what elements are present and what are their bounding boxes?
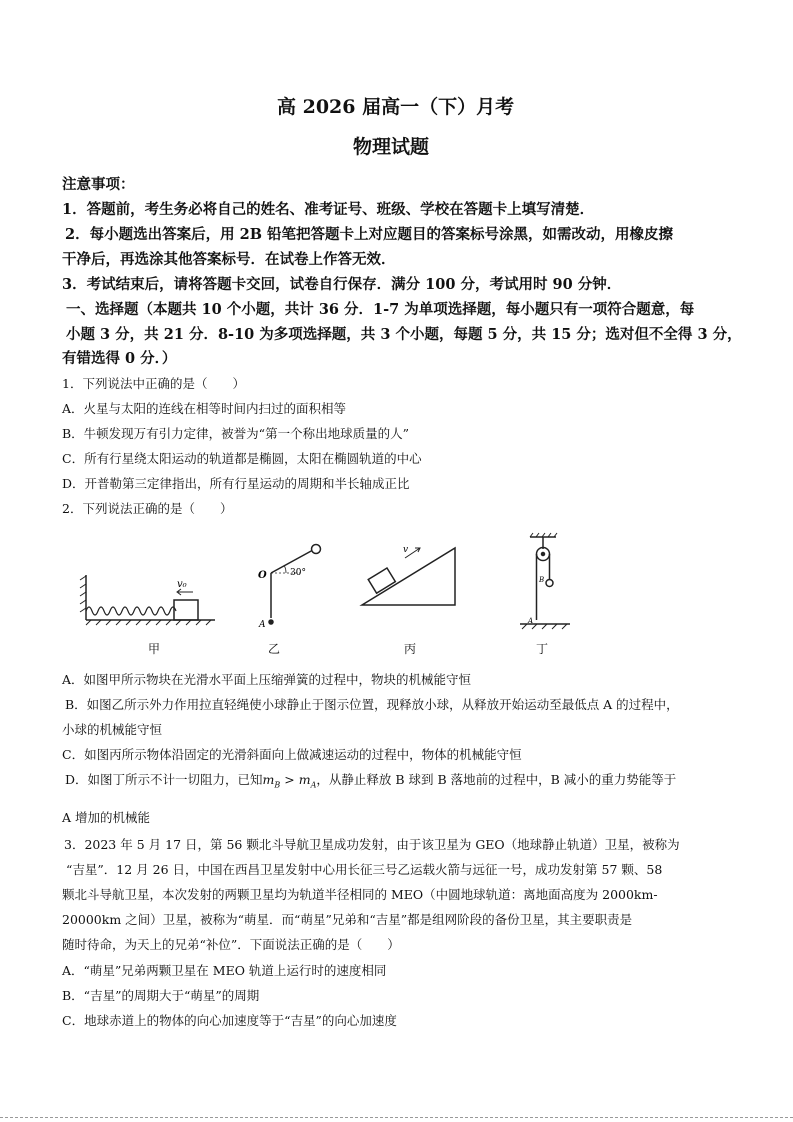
figure-ding: [520, 533, 570, 629]
q2-option-d-line1: [65, 770, 676, 790]
q2-d-mass-a: $m_A$: [298, 772, 317, 790]
figure-bing: [362, 548, 455, 605]
label-v0: v₀: [177, 579, 187, 590]
q1-option-b: B．牛顿发现万有引力定律，被誉为“第一个称出地球质量的人”: [62, 426, 409, 441]
q1-stem: 1．下列说法中正确的是（ ）: [62, 376, 245, 391]
q3-option-a: A．“萌星”兄弟两颗卫星在 MEO 轨道上运行时的速度相同: [62, 963, 387, 978]
notice-heading: 注意事项：: [62, 176, 135, 193]
notice-item-1: 1．答题前，考生务必将自己的姓名、准考证号、班级、学校在答题卡上填写清楚．: [62, 201, 595, 218]
q3-line-4: 20000km 之间）卫星，被称为“萌星．而“萌星”兄弟和“吉星”都是组网阶段的备份卫星，其主要职责是: [62, 912, 633, 927]
notice-item-2a: 2．每小题选出答案后，用 2B 铅笔把答题卡上对应题目的答案标号涂黑，如需改动，用橡皮擦: [65, 226, 674, 243]
q3-line-1: 3．2023 年 5 月 17 日，第 56 颗北斗导航卫星成功发射，由于该卫星为 GEO（地球静止轨道）卫星，被称为: [64, 837, 680, 852]
page-title: 高 2026 届高一（下）月考: [277, 96, 515, 118]
figure-yi: [269, 545, 321, 625]
q3-line-2: “吉星”．12 月 26 日，中国在西昌卫星发射中心用长征三号乙运载火箭与远征一号，成功发射第 57 颗、58: [66, 862, 663, 877]
q3-line-5: 随时待命，为天上的兄弟“补位”．下面说法正确的是（ ）: [62, 937, 400, 952]
q2-d-text-b: ，从静止释放 B 球到 B 落地前的过程中，B 减小的重力势能等于: [316, 772, 677, 787]
caption-yi: 乙: [268, 642, 281, 656]
q3-option-c: C．地球赤道上的物体的向心加速度等于“吉星”的向心加速度: [62, 1013, 397, 1028]
label-a-yi: A: [259, 620, 266, 630]
q1-option-d: D．开普勒第三定律指出，所有行星运动的周期和半长轴成正比: [62, 476, 410, 491]
label-v: v: [403, 545, 409, 555]
q2-option-b-line2: 小球的机械能守恒: [62, 722, 163, 737]
q3-option-b: B．“吉星”的周期大于“萌星”的周期: [62, 988, 260, 1003]
page-subtitle: 物理试题: [353, 136, 430, 158]
page-bottom-rule: [0, 1117, 793, 1118]
q2-d-gt: >: [280, 772, 299, 787]
q3-line-3: 颗北斗导航卫星，本次发射的两颗卫星均为轨道半径相同的 MEO（中圆地球轨道：离地面高度为 2000km-: [62, 887, 658, 902]
caption-bing: 丙: [404, 642, 417, 656]
section1-line-2: 小题 3 分，共 21 分．8-10 为多项选择题，共 3 个小题，每题 5 分，共 15 分；选对但不全得 3 分，: [66, 326, 742, 343]
notice-item-3: 3．考试结束后，请将答题卡交回，试卷自行保存．满分 100 分，考试用时 90 分钟．: [62, 276, 622, 293]
q2-stem: 2．下列说法正确的是（ ）: [62, 501, 233, 516]
label-angle: 30°: [290, 568, 306, 578]
label-o: O: [258, 570, 267, 581]
q2-figures: [0, 530, 793, 660]
q2-d-text-a: D．如图丁所示不计一切阻力，已知: [65, 772, 263, 787]
q2-option-d-line2: A 增加的机械能: [62, 810, 151, 825]
notice-item-2b: 干净后，再选涂其他答案标号．在试卷上作答无效．: [62, 251, 396, 268]
caption-ding: 丁: [536, 642, 549, 656]
figure-jia: [80, 575, 215, 625]
section1-line-3: 有错选得 0 分．）: [62, 350, 177, 367]
q1-option-c: C．所有行星绕太阳运动的轨道都是椭圆，太阳在椭圆轨道的中心: [62, 451, 422, 466]
q1-option-a: A．火星与太阳的连线在相等时间内扫过的面积相等: [62, 401, 347, 416]
q2-option-b-line1: B．如图乙所示外力作用拉直轻绳使小球静止于图示位置，现释放小球，从释放开始运动至最低点 A 的过程中，: [65, 697, 679, 712]
section1-line-1: 一、选择题（本题共 10 个小题，共计 36 分．1-7 为单项选择题，每小题只有一项符合题意，每: [66, 301, 695, 318]
q2-option-c: C．如图丙所示物体沿固定的光滑斜面向上做减速运动的过程中，物体的机械能守恒: [62, 747, 522, 762]
caption-jia: 甲: [148, 642, 161, 656]
q2-d-mass-b: $m_B$: [262, 772, 281, 790]
q2-option-a: A．如图甲所示物块在光滑水平面上压缩弹簧的过程中，物块的机械能守恒: [62, 672, 472, 687]
label-a-ding: A: [528, 617, 534, 625]
label-b-ding: B: [539, 576, 545, 584]
